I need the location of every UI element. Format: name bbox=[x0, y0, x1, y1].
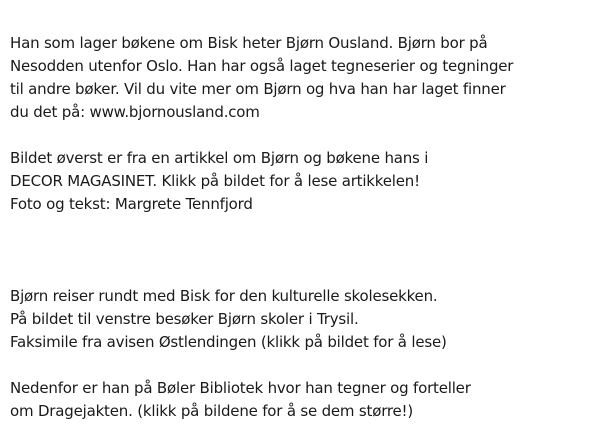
paragraph-magazine-article bbox=[10, 147, 595, 216]
article-text bbox=[10, 32, 595, 423]
text-line: om Dragejakten. (klikk på bildene for å se dem større!) bbox=[10, 402, 414, 420]
paragraph-library-visit bbox=[10, 377, 595, 423]
text-line: Faksimile fra avisen Østlendingen (klikk på bildet for å lese) bbox=[10, 333, 447, 351]
paragraph-spacer bbox=[10, 216, 595, 285]
paragraph-school-visits bbox=[10, 285, 595, 354]
website-link-line[interactable]: du det på: www.bjornousland.com bbox=[10, 103, 260, 121]
text-line: Nesodden utenfor Oslo. Han har også laget tegneserier og tegninger bbox=[10, 57, 514, 75]
paragraph-about-author bbox=[10, 32, 595, 124]
text-line: Bjørn reiser rundt med Bisk for den kulturelle skolesekken. bbox=[10, 287, 438, 305]
text-line: Nedenfor er han på Bøler Bibliotek hvor han tegner og forteller bbox=[10, 379, 471, 397]
text-line: DECOR MAGASINET. Klikk på bildet for å lese artikkelen! bbox=[10, 172, 420, 190]
paragraph-spacer bbox=[10, 124, 595, 147]
photo-credit: Foto og tekst: Margrete Tennfjord bbox=[10, 195, 253, 213]
text-line: På bildet til venstre besøker Bjørn skoler i Trysil. bbox=[10, 310, 359, 328]
paragraph-spacer bbox=[10, 354, 595, 377]
text-line: til andre bøker. Vil du vite mer om Bjørn og hva han har laget finner bbox=[10, 80, 506, 98]
text-line: Han som lager bøkene om Bisk heter Bjørn Ousland. Bjørn bor på bbox=[10, 34, 488, 52]
text-line: Bildet øverst er fra en artikkel om Bjørn og bøkene hans i bbox=[10, 149, 429, 167]
